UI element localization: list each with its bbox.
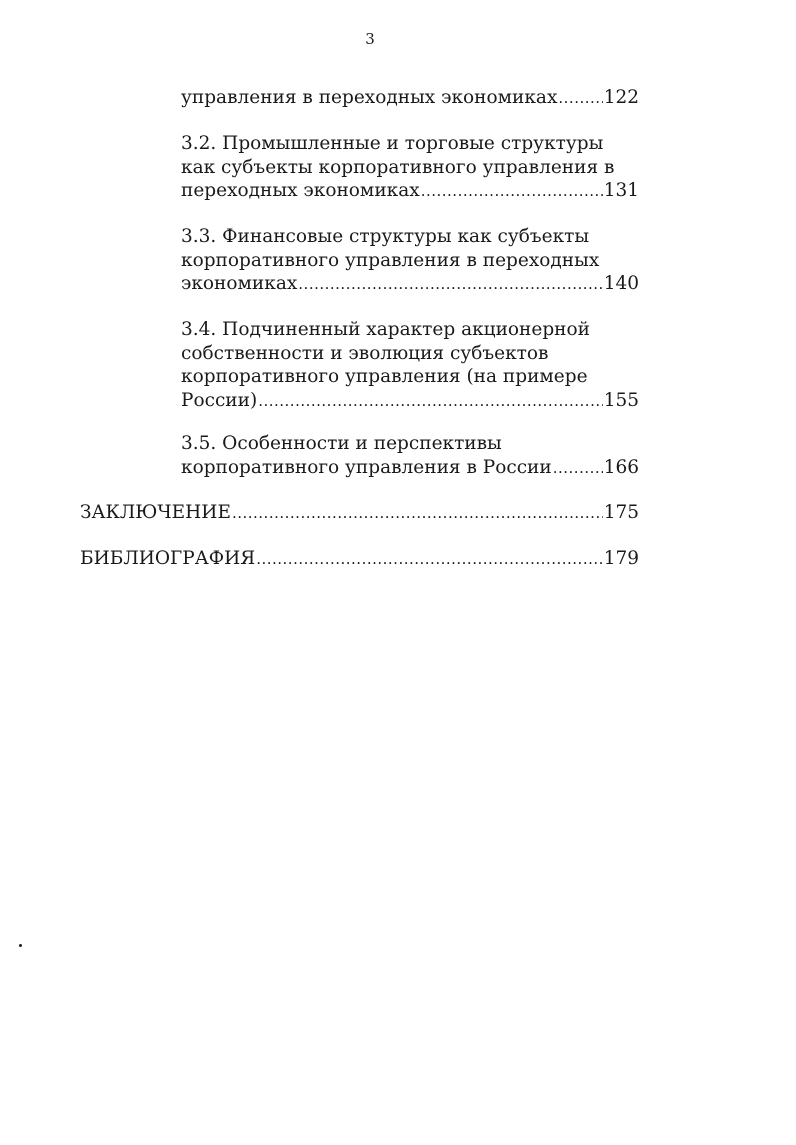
dot-leader (421, 180, 603, 204)
dot-leader (298, 273, 602, 297)
dot-leader (258, 390, 603, 414)
toc-entry-line: 3.3. Финансовые структуры как субъекты (181, 226, 590, 247)
toc-entry-line: 3.5. Особенности и перспективы (181, 433, 502, 454)
toc-entry-line: корпоративного управления в переходных (181, 249, 600, 271)
toc-entry-bibliography (80, 547, 639, 572)
dot-leader (553, 457, 603, 481)
toc-entry-line: как субъекты корпоративного управления в (181, 156, 615, 178)
page-number: 3 (365, 30, 375, 48)
toc-page-number: 155 (603, 389, 639, 411)
toc-entry-3-4 (181, 318, 639, 413)
toc-entry-last-line (181, 86, 639, 111)
dot-leader (232, 502, 603, 526)
toc-entry-last-line (181, 179, 639, 204)
toc-entry-line: 3.4. Подчиненный характер акционерной (181, 319, 590, 340)
toc-entry-title: экономиках (181, 273, 298, 294)
toc-entry-conclusion (80, 501, 639, 526)
toc-page-number: 122 (603, 87, 639, 108)
toc-page-number: 131 (603, 180, 639, 201)
toc-entry-last-line (181, 389, 639, 414)
toc-entry-title: БИБЛИОГРАФИЯ (80, 548, 256, 569)
toc-page-number: 179 (603, 548, 639, 569)
toc-page-number: 175 (603, 502, 639, 523)
toc-entry-3-1-continuation (181, 86, 639, 111)
toc-entry-line: 3.2. Промышленные и торговые структуры (181, 133, 604, 154)
toc-entry-title: корпоративного управления в России (181, 456, 552, 478)
toc-entry-line: собственности и эволюция субъектов (181, 342, 549, 364)
toc-entry-3-5 (181, 432, 639, 480)
toc-page-number: 166 (603, 456, 639, 478)
toc-entry-title: России) (181, 389, 258, 411)
scan-speck (19, 944, 22, 947)
toc-entry-last-line (181, 456, 639, 481)
toc-entry-last-line (80, 501, 639, 526)
toc-entry-line: корпоративного управления (на примере (181, 366, 588, 387)
toc-entry-last-line (80, 547, 639, 572)
toc-entry-3-2 (181, 132, 639, 204)
toc-entry-last-line (181, 272, 639, 297)
toc-entry-title: управления в переходных экономиках (181, 87, 558, 108)
toc-entry-3-3 (181, 225, 639, 297)
toc-page-number: 140 (603, 273, 639, 294)
toc-entry-title: ЗАКЛЮЧЕНИЕ (80, 502, 231, 523)
dot-leader (558, 87, 602, 111)
toc-entry-title: переходных экономиках (181, 180, 420, 201)
dot-leader (256, 548, 602, 572)
